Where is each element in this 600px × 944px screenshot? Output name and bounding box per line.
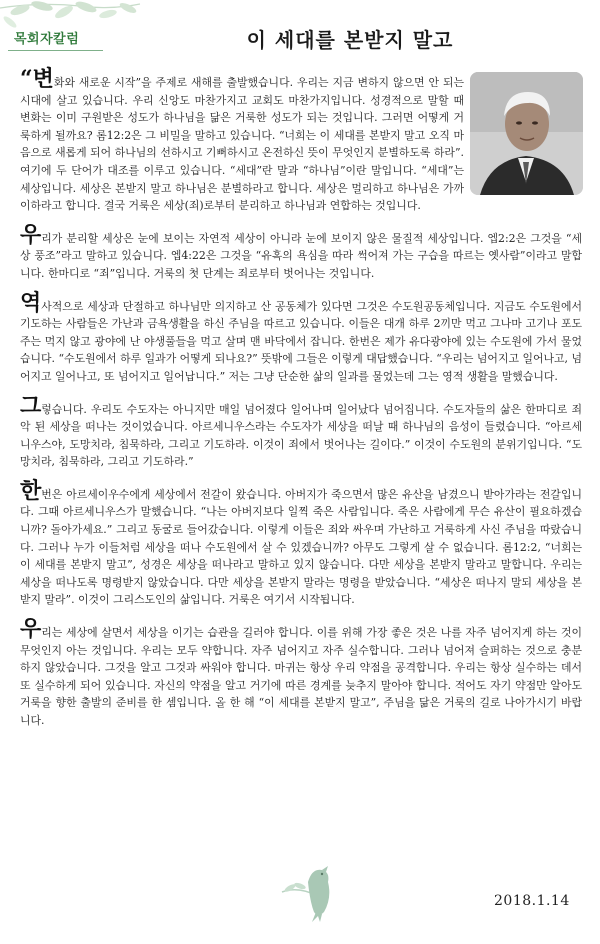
paragraph-5 [20, 477, 582, 609]
drop-cap: 한 [20, 477, 42, 504]
article-body [20, 66, 582, 730]
photo-spacer [464, 72, 582, 197]
paragraph-4 [20, 392, 582, 471]
column-label: 목회자칼럼 [14, 32, 80, 47]
page-title: 이 세대를 본받지 말고 [246, 28, 454, 52]
paragraph-6 [20, 616, 582, 730]
drop-cap: 우 [20, 616, 42, 643]
header-divider [8, 50, 103, 51]
paragraph-text: 리는 세상에 살면서 세상을 이기는 습관을 길러야 합니다. 이를 위해 가장 좋은 것은 나를 자주 넘어지게 하는 것이 무엇인지 아는 것입니다. 우리는 모두 약합니다. 자주 넘어지고 자주 실수합니다. 그러나 넘어져 슬퍼하는 것으로 충분하지 않았습니다. 그것을 알고 그것과 싸워야 합니다. 마귀는 항상 우리 약점을 공격합니다. 우리는 항상 실수하는 데서 또 실수하게 되어 있습니다. 자신의 약점을 알고 거기에 따른 경계를 늦추지 말아야 합니다. 적어도 자기 약점만 알아도 거룩을 향한 출발의 준비를 한 셈입니다. 올 한 해 “이 세대를 본받지 말고”, 주님을 닮은 거룩의 길로 나아가시기 바랍니다. [20, 626, 582, 727]
page-header [0, 0, 600, 70]
drop-cap: 우 [20, 221, 42, 248]
paragraph-1 [20, 66, 582, 215]
drop-cap: 역 [20, 289, 42, 316]
paragraph-text: 화와 새로운 시작”을 주제로 새해를 출발했습니다. 우리는 지금 변하지 않으면 안 되는 시대에 살고 있습니다. 우리 신앙도 마찬가지고 교회도 마찬가지입니다. 성경적으로 말할 때 변화는 이미 구원받은 성도가 하나님을 닮은 거룩한 성도가 되는 것입니다. 그러면 어떻게 거룩하게 될까요? 롬12:2은 그 비밀을 말하고 있습니다. “너희는 이 세대를 본받지 말고 오직 마음으로 새롭게 되어 하나님의 선하시고 기뻐하시고 온전하신 뜻이 무엇인지 분별하도록 하라”. 여기에 두 단어가 대조를 이루고 있습니다. “세대”란 말과 “하나님”이란 말입니다. “세대”는 세상입니다. 세상은 본받지 말고 하나님은 분별하라고 합니다. 세상은 멀리하고 하나님은 가까이하라고 합니다. 결국 거룩은 세상(죄)로부터 분리하고 하나님과 연합하는 것입니다. [20, 76, 464, 213]
paragraph-text: 리가 분리할 세상은 눈에 보이는 자연적 세상이 아니라 눈에 보이지 않은 물질적 세상입니다. 엡2:2은 그것을 “세상 풍조”라고 말하고 있습니다. 엡4:22은 그것을 “유혹의 욕심을 따라 썩어져 가는 구습을 따르는 옛사람”이라고 말합니다. 한마디로 “죄”입니다. 거룩의 첫 단계는 죄로부터 벗어나는 것입니다. [20, 231, 582, 280]
paragraph-text: 번은 아르세이우수에게 세상에서 전갈이 왔습니다. 아버지가 죽으면서 많은 유산을 남겼으니 받아가라는 전갈입니다. 그때 아르세니우스가 말했습니다. “나는 아버지보다 일찍 죽은 사람입니다. 죽은 사람에게 무슨 유산이 필요하겠습니까? 돌아가세요.” 그리고 동굴로 들어갔습니다. 이렇게 이들은 죄와 싸우며 가난하고 거룩하게 사신 주님을 따랐습니다. 그러나 누가 이들처럼 세상을 떠나 수도원에서 살 수 있겠습니까? 아무도 그렇게 살 수 없습니다. 롬12:2, “너희는 이 세대를 본받지 말고”, 성경은 세상을 떠나라고 말하고 있지 않습니다. 다만 세상을 본받지 말라고 말합니다. 우리는 세상을 떠나도록 명령받지 않았습니다. 다만 세상을 본받지 말라는 명령을 받았습니다. “세상은 떠나지 말되 세상을 본받지 말라”. 이것이 그리스도인의 삶입니다. 거룩은 여기서 시작됩니다. [20, 487, 582, 607]
drop-cap: 그 [20, 392, 42, 419]
paragraph-text: 사적으로 세상과 단절하고 하나님만 의지하고 산 공동체가 있다면 그것은 수도원공동체입니다. 지금도 수도원에서 기도하는 사람들은 가난과 금욕생활을 하신 주님을 따르고 있습니다. 이들은 대개 하루 2끼만 먹고 그나마 고기나 포도주는 먹지 않고 광야에 난 야생풀들을 먹고 살며 맨 바닥에서 잡니다. 한번은 제가 유다광야에 있는 수도원에 가서 물었습니다. “수도원에서 하루 일과가 어떻게 되나요?” 뜻밖에 그들은 이렇게 대답했습니다. “우리는 넘어지고 일어나고, 넘어지고 일어나고, 또 넘어지고 일어납니다.” 저는 그냥 단순한 삶의 일과를 물었는데 그는 영적 생활을 말했습니다. [20, 299, 582, 383]
paragraph-2 [20, 221, 582, 283]
bird-on-branch-icon [278, 852, 342, 924]
drop-cap: “변 [20, 66, 54, 92]
paragraph-3 [20, 289, 582, 386]
paragraph-text: 렇습니다. 우리도 수도자는 아니지만 매일 넘어졌다 일어나며 일어났다 넘어집니다. 수도자들의 삶은 한마디로 죄악 된 세상을 떠나는 것이었습니다. 아르세니우스라는 수도자가 세상을 떠날 때 하나님의 음성이 들렸습니다. “아르세니우스야, 도망치라, 침묵하라, 그리고 기도하라. 이것이 죄에서 벗어나는 길이다.” 이것이 수도원의 분위기입니다. “도망치라, 침묵하라, 그리고 기도하라.” [20, 402, 582, 469]
publish-date: 2018.1.14 [494, 893, 570, 909]
